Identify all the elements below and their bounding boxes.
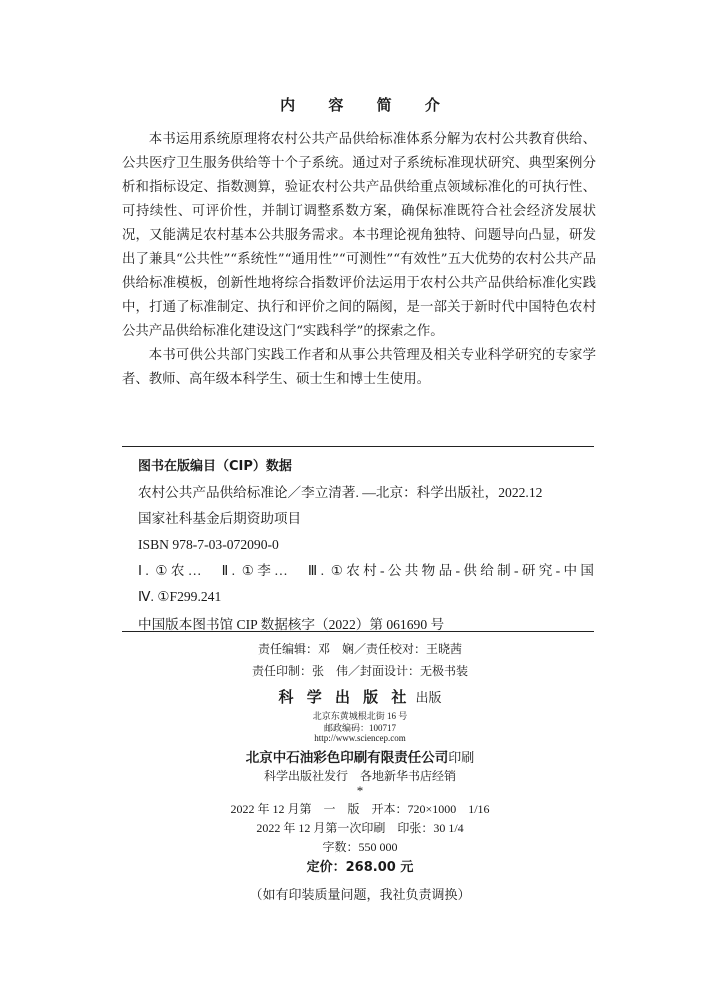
credits-editor-line: 责任编辑：邓 娴／责任校对：王晓茜 — [257, 642, 462, 656]
page-title: 内 容 简 介 — [280, 96, 454, 114]
publisher-line — [0, 686, 720, 707]
cip-isbn-line: ISBN 978-7-03-072090-0 — [138, 537, 279, 552]
cip-top-rule — [122, 446, 594, 447]
publisher-website: http://www.sciencep.com — [314, 733, 406, 743]
printing-line: 2022 年 12 月第一次印刷 印张：30 1/4 — [256, 821, 464, 835]
price-line: 定价：268.00 元 — [306, 860, 414, 875]
cip-project-line: 国家社科基金后期资助项目 — [138, 511, 302, 526]
cip-bottom-rule — [122, 631, 594, 632]
publisher-suffix: 出版 — [415, 691, 442, 706]
publisher-postcode: 邮政编码：100717 — [323, 723, 396, 733]
publisher-address: 北京东黄城根北街 16 号 — [312, 711, 408, 721]
cip-approval-line: 中国版本图书馆 CIP 数据核字（2022）第 061690 号 — [138, 617, 445, 632]
publisher-name: 科 学 出 版 社 — [278, 688, 411, 706]
word-count-line: 字数：550 000 — [322, 840, 398, 854]
cip-subject-line: Ⅰ. ①农… Ⅱ. ①李… Ⅲ. ①农村-公共物品-供给制-研究-中国 — [138, 563, 594, 578]
credits-print-line: 责任印制：张 伟／封面设计：无极书装 — [251, 664, 468, 678]
cip-title-line: 农村公共产品供给标准论／李立清著. —北京：科学出版社，2022.12 — [138, 485, 543, 500]
summary-paragraph: 本书运用系统原理将农村公共产品供给标准体系分解为农村公共教育供给、公共医疗卫生服务供给等十个子系统。通过对子系统标准现状研究、典型案例分析和指标设定、指数测算，验证农村公共产品供给重点领域标准化的可执行性、可持续性、可评价性，并制订调整系数方案，确保标准既符合社会经济发展状况，又能满足农村基本公共服务需求。本书理论视角独特、问题导向凸显，研发出了兼具“公共性”“系统性”“通用性”“可测性”“有效性”五大优势的农村公共产品供给标准模板，创新性地将综合指数评价法运用于农村公共产品供给标准化实践中，打通了标准制定、执行和评价之间的隔阂，是一部关于新时代中国特色农村公共产品供给标准化建设这门“实践科学”的探索之作。 — [122, 132, 596, 339]
distribution-line: 科学出版社发行 各地新华书店经销 — [263, 769, 456, 783]
summary-section — [122, 128, 596, 392]
cip-class-line: Ⅳ. ①F299.241 — [138, 589, 222, 604]
summary-paragraph: 本书可供公共部门实践工作者和从事公共管理及相关专业科学研究的专家学者、教师、高年级本科学生、硕士生和博士生使用。 — [122, 348, 596, 387]
printer-name: 北京中石油彩色印刷有限责任公司 — [245, 750, 449, 766]
printer-suffix: 印刷 — [448, 751, 475, 766]
quality-notice: （如有印装质量问题，我社负责调换） — [249, 888, 471, 903]
cip-block — [138, 454, 594, 638]
cip-heading: 图书在版编目（CIP）数据 — [138, 459, 292, 474]
printer-line — [0, 746, 720, 766]
separator-asterisk: * — [356, 783, 364, 798]
edition-line: 2022 年 12 月第 一 版 开本：720×1000 1/16 — [230, 802, 490, 816]
